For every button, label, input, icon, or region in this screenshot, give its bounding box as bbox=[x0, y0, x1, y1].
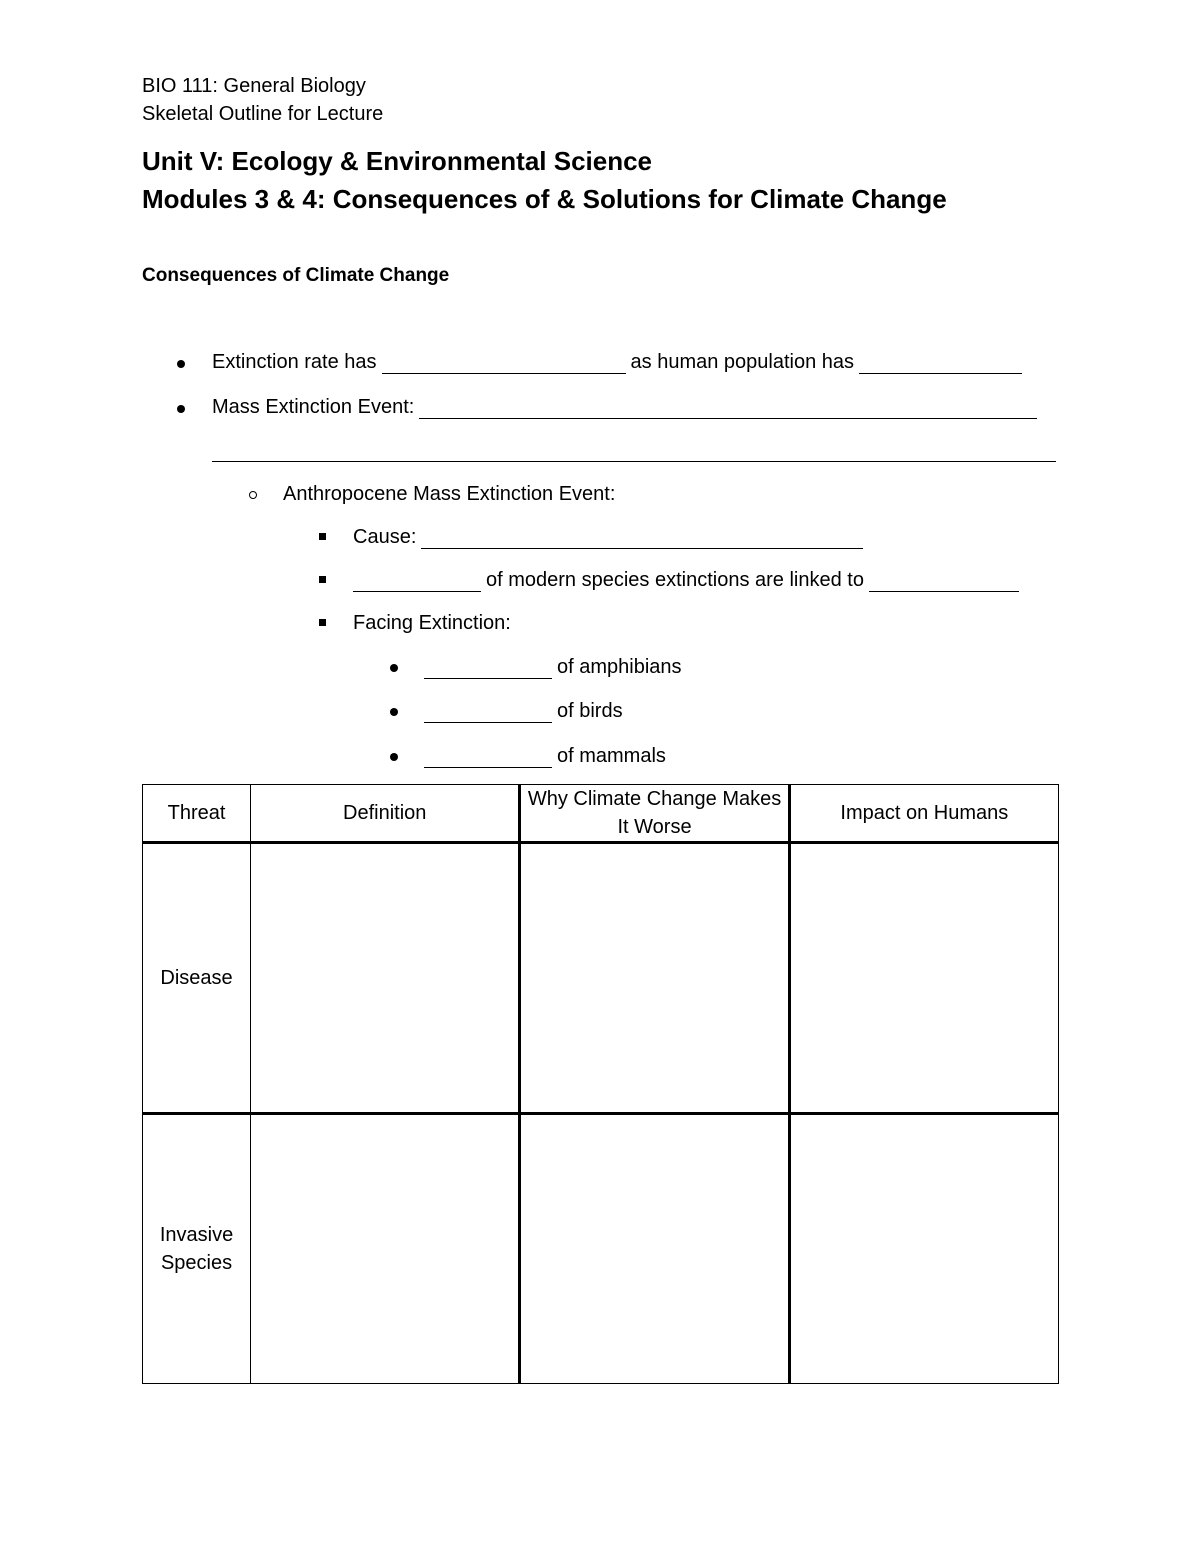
unit-title: Unit V: Ecology & Environmental Science bbox=[142, 146, 653, 176]
header-definition: Definition bbox=[251, 785, 520, 843]
mammals-text: of mammals bbox=[557, 745, 666, 767]
fill-blank[interactable] bbox=[869, 569, 1019, 592]
bullet-dot bbox=[390, 753, 398, 761]
extinction-rate-middle: as human population has bbox=[630, 351, 855, 373]
bullet-square bbox=[319, 619, 326, 626]
extinction-rate-prefix: Extinction rate has bbox=[212, 351, 377, 373]
impact-cell[interactable] bbox=[789, 1114, 1058, 1384]
table-header-row bbox=[143, 785, 1059, 843]
facing-extinction-label: Facing Extinction: bbox=[353, 612, 511, 634]
bullet-dot bbox=[390, 708, 398, 716]
extinction-rate-line bbox=[212, 350, 1027, 374]
bullet-square bbox=[319, 533, 326, 540]
birds-text: of birds bbox=[557, 700, 623, 722]
table-row bbox=[143, 843, 1059, 1114]
fill-blank[interactable] bbox=[424, 656, 552, 679]
fill-blank[interactable] bbox=[419, 396, 1037, 419]
impact-cell[interactable] bbox=[789, 843, 1058, 1114]
modules-title: Modules 3 & 4: Consequences of & Solutions for Climate Change bbox=[142, 184, 947, 214]
birds-line bbox=[424, 699, 623, 723]
fill-blank-continuation[interactable] bbox=[212, 461, 1056, 462]
document-type: Skeletal Outline for Lecture bbox=[142, 103, 384, 125]
header-impact: Impact on Humans bbox=[789, 785, 1058, 843]
threat-cell: Invasive Species bbox=[143, 1114, 251, 1384]
mass-extinction-line bbox=[212, 395, 1042, 419]
definition-cell[interactable] bbox=[251, 843, 520, 1114]
facing-extinction-line bbox=[353, 611, 511, 635]
threats-table bbox=[142, 784, 1059, 1384]
fill-blank[interactable] bbox=[382, 351, 626, 374]
table-row bbox=[143, 1114, 1059, 1384]
definition-cell[interactable] bbox=[251, 1114, 520, 1384]
linked-text: of modern species extinctions are linked to bbox=[486, 569, 864, 591]
bullet-circle bbox=[249, 491, 257, 499]
fill-blank[interactable] bbox=[353, 569, 481, 592]
fill-blank[interactable] bbox=[421, 526, 863, 549]
header-why: Why Climate Change Makes It Worse bbox=[520, 785, 789, 843]
cause-label: Cause: bbox=[353, 526, 417, 548]
amphibians-line bbox=[424, 655, 682, 679]
bullet-dot bbox=[177, 360, 185, 368]
anthropocene-line bbox=[283, 482, 615, 506]
mammals-line bbox=[424, 744, 666, 768]
linked-line bbox=[353, 568, 1024, 592]
fill-blank[interactable] bbox=[424, 745, 552, 768]
threat-cell: Disease bbox=[143, 843, 251, 1114]
bullet-dot bbox=[390, 664, 398, 672]
section-heading: Consequences of Climate Change bbox=[142, 265, 450, 286]
bullet-square bbox=[319, 576, 326, 583]
fill-blank[interactable] bbox=[424, 700, 552, 723]
course-name: BIO 111: General Biology bbox=[142, 75, 366, 97]
why-cell[interactable] bbox=[520, 1114, 789, 1384]
fill-blank[interactable] bbox=[859, 351, 1022, 374]
why-cell[interactable] bbox=[520, 843, 789, 1114]
bullet-dot bbox=[177, 405, 185, 413]
header-threat: Threat bbox=[143, 785, 251, 843]
anthropocene-label: Anthropocene Mass Extinction Event: bbox=[283, 483, 616, 505]
amphibians-text: of amphibians bbox=[557, 656, 682, 678]
cause-line bbox=[353, 525, 868, 549]
mass-extinction-label: Mass Extinction Event: bbox=[212, 396, 415, 418]
